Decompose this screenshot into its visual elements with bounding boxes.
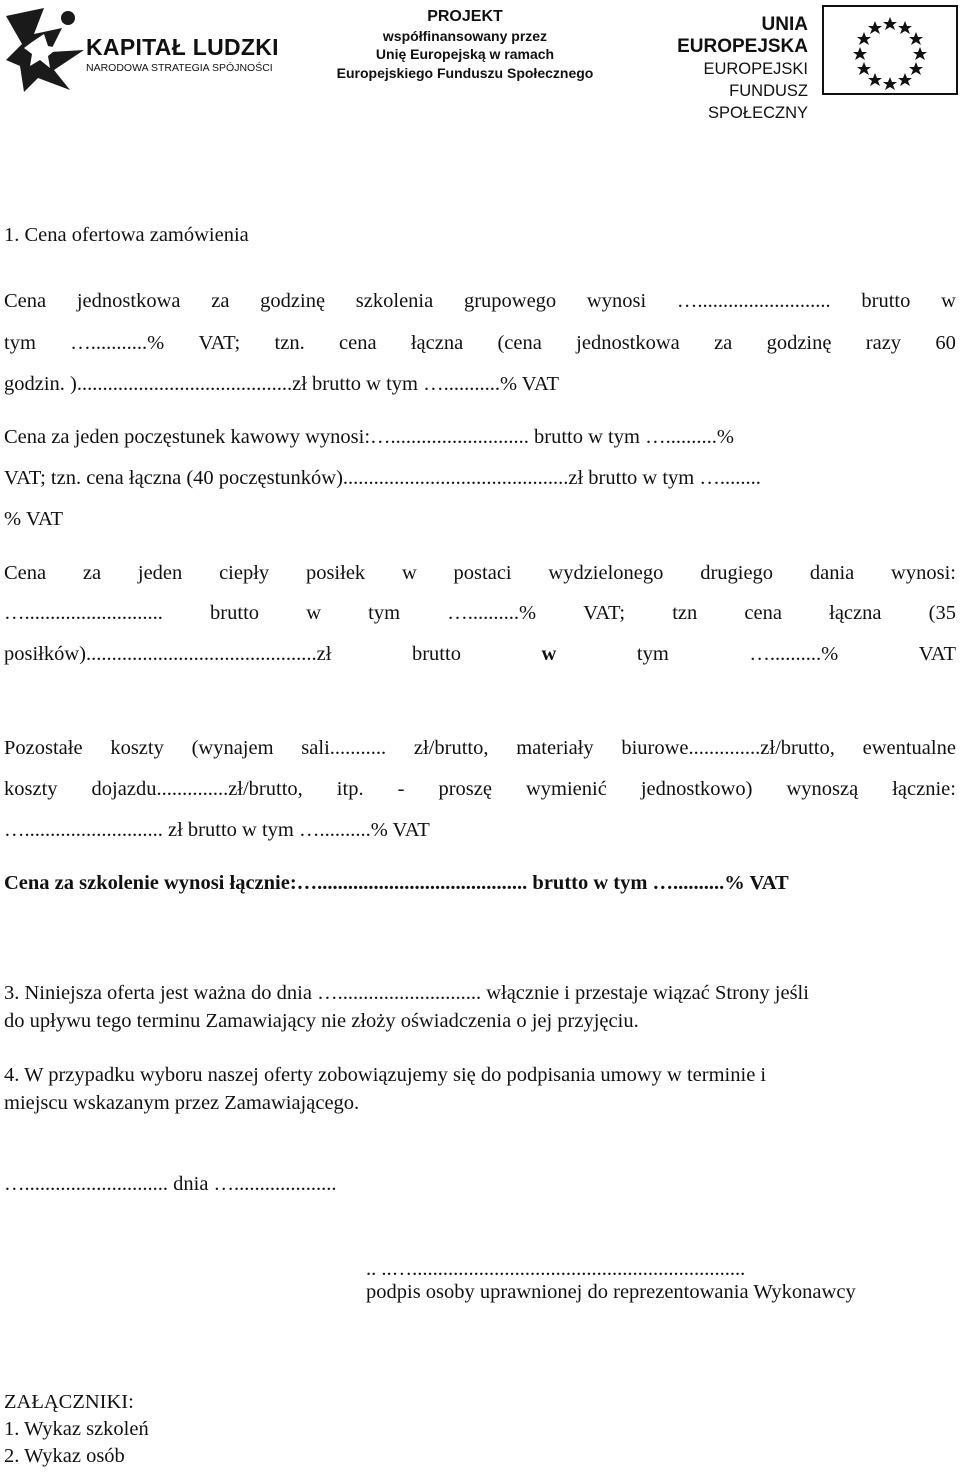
word: cena (744, 602, 782, 624)
validity-line-2: do upływu tego terminu Zamawiający nie złoży oświadczenia o jej przyjęciu. (4, 1010, 639, 1032)
word: (35 (928, 602, 956, 624)
word: ….......................... (676, 290, 831, 312)
word: Pozostałe (4, 737, 83, 759)
meal-line-3 (4, 643, 956, 666)
word: …...........% (70, 332, 165, 354)
word: godzinę (766, 332, 832, 354)
other-costs-line-3: …........................... zł brutto w tym …..........% VAT (4, 819, 430, 841)
word: łączna (410, 332, 464, 354)
word: łączna (829, 602, 882, 624)
word: Cena (4, 562, 47, 584)
word: wynosi (586, 290, 647, 312)
attachments-heading: ZAŁĄCZNIKI: (4, 1391, 134, 1413)
word: VAT; (583, 602, 626, 624)
projekt-line: Europejskiego Funduszu Społecznego (336, 64, 594, 81)
word: wydzielonego (548, 562, 664, 584)
word: łącznie: (892, 778, 956, 800)
meal-line-1 (4, 562, 956, 585)
price-hour-line-2 (4, 332, 956, 355)
coffee-line-2: VAT; tzn. cena łączna (40 poczęstunków)............................................zł brutto w tym …........ (4, 467, 761, 489)
word: postaci (453, 562, 512, 584)
word: tym (368, 602, 401, 624)
word: posiłek (305, 562, 366, 584)
word: za (714, 332, 733, 354)
attachment-item: 1. Wykaz szkoleń (4, 1418, 149, 1440)
word: ciepły (219, 562, 270, 584)
contract-line-1: 4. W przypadku wyboru naszej oferty zobowiązujemy się do podpisania umowy w terminie i (4, 1064, 767, 1086)
eu-flag-icon (822, 5, 958, 95)
word: ewentualne (862, 737, 956, 759)
kl-title: KAPITAŁ LUDZKI (86, 34, 279, 60)
projekt-line: Unię Europejską w ramach (375, 46, 555, 62)
word: brutto (210, 602, 260, 624)
word: …........................... (4, 602, 163, 624)
word: jednostkowa (76, 290, 181, 312)
meal-line-2 (4, 602, 956, 625)
word: szkolenia (355, 290, 434, 312)
word: brutto (411, 643, 461, 665)
word: brutto (861, 290, 911, 312)
word: - (397, 778, 405, 800)
word: wynosi: (891, 562, 956, 584)
attachment-item: 2. Wykaz osób (4, 1445, 125, 1467)
word: za (82, 562, 102, 584)
word: dojazdu..............zł/brutto, (91, 778, 303, 800)
kl-subtitle: NARODOWA STRATEGIA SPÓJNOŚCI (86, 62, 273, 74)
word: (cena (497, 332, 542, 354)
kapital-ludzki-logo (4, 4, 86, 92)
word: w (401, 562, 417, 584)
word: cena (339, 332, 377, 354)
word: grupowego (463, 290, 557, 312)
word: razy (865, 332, 902, 354)
other-costs-line-1 (4, 737, 956, 760)
price-hour-line-3: godzin. )..........................................zł brutto w tym …...........% VAT (4, 373, 560, 395)
word: w (306, 602, 321, 624)
section1-heading: 1. Cena ofertowa zamówienia (4, 224, 249, 246)
word: tzn. (274, 332, 305, 354)
word: Cena (4, 290, 47, 312)
total-price: Cena za szkolenie wynosi łącznie:…......................................... brutto w tym …..........% VAT (4, 872, 789, 894)
word: VAT; (198, 332, 241, 354)
ue-title: UNIA EUROPEJSKA (677, 14, 808, 57)
signature-caption: podpis osoby uprawnionej do reprezentowania Wykonawcy (366, 1281, 856, 1303)
word: tzn (672, 602, 698, 624)
other-costs-line-2 (4, 778, 956, 801)
word: materiały (516, 737, 594, 759)
word: koszty (4, 778, 58, 800)
word: sali........... (301, 737, 387, 759)
word: tym (636, 643, 669, 665)
word: zł/brutto, (413, 737, 489, 759)
word: w (541, 643, 557, 665)
signature-dots: .. ..…................................................................. (366, 1258, 746, 1280)
word: itp. (336, 778, 364, 800)
word: za (211, 290, 230, 312)
word: drugiego (700, 562, 774, 584)
projekt-line: PROJEKT (427, 8, 503, 25)
projekt-line: współfinansowany przez (382, 27, 548, 44)
word: …..........% (749, 643, 839, 665)
word: w (941, 290, 956, 312)
word: dania (809, 562, 855, 584)
word: jednostkowa (576, 332, 680, 354)
validity-line-1: 3. Niniejsza oferta jest ważna do dnia …............................ włącznie i przestaje wiązać Strony jeśli (4, 982, 809, 1004)
word: jeden (137, 562, 183, 584)
ue-line: FUNDUSZ SPOŁECZNY (708, 82, 808, 122)
word: biurowe..............zł/brutto, (621, 737, 835, 759)
word: VAT (918, 643, 956, 665)
contract-line-2: miejscu wskazanym przez Zamawiającego. (4, 1092, 360, 1114)
projekt-block (300, 8, 630, 82)
place-date: …............................ dnia ….................... (4, 1173, 337, 1195)
word: (wynajem (191, 737, 274, 759)
word: godzinę (260, 290, 326, 312)
word: proszę (438, 778, 492, 800)
word: wymienić (525, 778, 607, 800)
ue-line: EUROPEJSKI (703, 60, 808, 78)
word: jednostkowo) (640, 778, 753, 800)
word: 60 (935, 332, 956, 354)
price-hour-line-1 (4, 290, 956, 313)
word: posiłków).............................................zł (4, 643, 332, 665)
coffee-line-3: % VAT (4, 508, 64, 530)
ue-block (628, 14, 808, 124)
coffee-line-1: Cena za jeden poczęstunek kawowy wynosi:…........................... brutto w tym …..........% (4, 426, 734, 448)
word: …..........% (447, 602, 537, 624)
word: tym (4, 332, 36, 354)
word: wynoszą (786, 778, 859, 800)
word: koszty (110, 737, 164, 759)
